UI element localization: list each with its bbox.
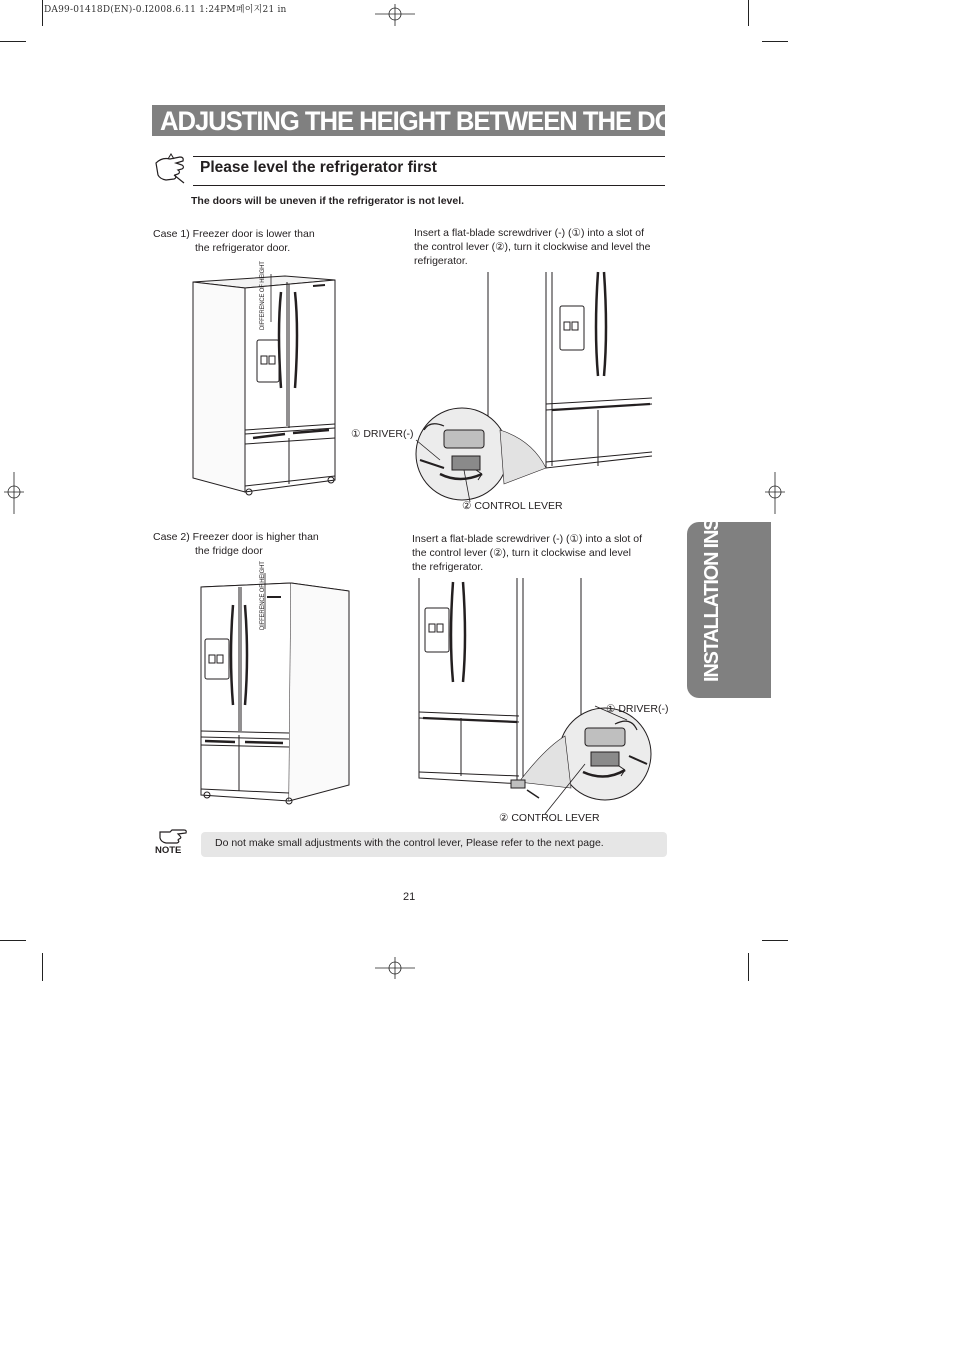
leveling-detail-case1 <box>400 270 652 502</box>
subtitle-bottom-rule <box>193 185 665 186</box>
case2-height-label: DIFFERENCE OF HEIGHT <box>260 561 266 630</box>
case1-line1: Case 1) Freezer door is lower than <box>153 228 315 240</box>
case1-instruction-line: Insert a flat-blade screwdriver (-) (①) into a slot of <box>414 227 644 239</box>
case1-line2: the refrigerator door. <box>195 242 291 254</box>
registration-mark-icon <box>765 472 785 514</box>
case2-line2: the fridge door <box>195 545 263 557</box>
note-label: NOTE <box>155 845 182 856</box>
case1-instruction-line: refrigerator. <box>414 255 468 267</box>
case2-instruction-line: the refrigerator. <box>412 561 484 573</box>
page-title: ADJUSTING THE HEIGHT BETWEEN THE DOORS <box>160 106 726 136</box>
page-number: 21 <box>403 891 416 903</box>
leveling-detail-case2 <box>415 578 665 810</box>
case1-instruction-line: the control lever (②), turn it clockwise and level the <box>414 241 651 253</box>
case1-driver-label: ① DRIVER(-) <box>351 428 414 440</box>
subtitle: Please level the refrigerator first <box>200 159 437 176</box>
case1-heading <box>153 227 315 255</box>
case1-lever-label: ② CONTROL LEVER <box>462 500 563 512</box>
case1-height-label: DIFFERENCE OF HEIGHT <box>260 261 266 330</box>
case2-lever-label: ② CONTROL LEVER <box>499 812 600 824</box>
note-text: Do not make small adjustments with the control lever, Please refer to the next page. <box>215 837 604 849</box>
subtitle-top-rule <box>193 156 665 157</box>
case2-heading <box>153 530 319 558</box>
section-side-tab <box>687 412 771 698</box>
title-banner <box>152 105 726 136</box>
case2-line1: Case 2) Freezer door is higher than <box>153 531 319 543</box>
case2-instruction-line: Insert a flat-blade screwdriver (-) (①) into a slot of <box>412 533 642 545</box>
section-side-tab-label: INSTALLATION INSTRUCTIONS <box>701 412 723 682</box>
registration-mark-icon <box>4 472 24 514</box>
registration-mark-icon <box>375 4 415 26</box>
print-slug: DA99-01418D(EN)-0.I2008.6.11 1:24PM페이지21 in <box>44 5 287 15</box>
case1-instruction <box>414 226 650 268</box>
case2-instruction-line: the control lever (②), turn it clockwise and level <box>412 547 631 559</box>
registration-mark-icon <box>375 957 415 979</box>
case2-instruction <box>412 532 642 574</box>
warning-text: The doors will be uneven if the refrigerator is not level. <box>191 195 465 207</box>
note-hand-icon <box>158 828 188 846</box>
fridge-illustration-case2 <box>195 575 355 807</box>
note-box <box>201 832 667 857</box>
hand-pointing-icon <box>154 153 188 185</box>
case2-driver-label: ① DRIVER(-) <box>606 703 669 715</box>
